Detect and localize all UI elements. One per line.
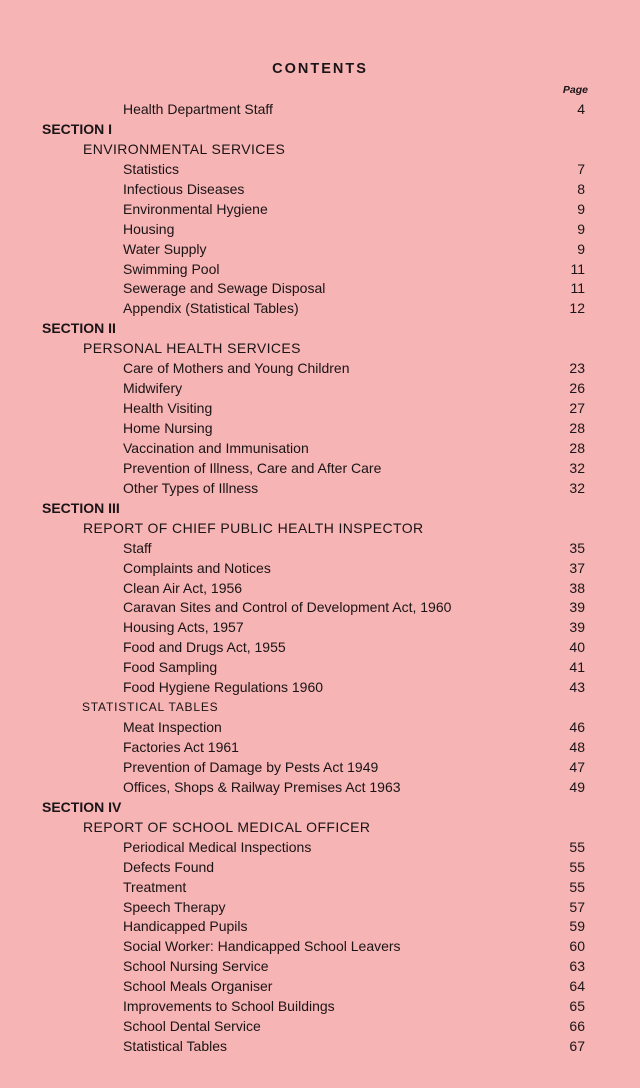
- entry-label: Prevention of Damage by Pests Act 1949: [123, 758, 379, 775]
- entry-page-number: 55: [569, 878, 585, 895]
- toc-entry: [0, 638, 640, 658]
- entry-page-number: 60: [569, 938, 585, 955]
- entry-page-number: 26: [569, 380, 585, 397]
- entry-page-number: 37: [569, 559, 585, 576]
- entry-label: Housing: [123, 220, 175, 237]
- entry-label: Handicapped Pupils: [123, 918, 248, 935]
- entry-label: STATISTICAL TABLES: [82, 700, 219, 715]
- toc-entry: [0, 479, 640, 499]
- entry-page-number: 57: [569, 898, 585, 915]
- entry-page-number: 49: [569, 778, 585, 795]
- entry-page-number: 11: [570, 280, 585, 297]
- entry-label: Statistical Tables: [123, 1038, 228, 1055]
- entry-label: Water Supply: [123, 240, 207, 257]
- entry-page-number: 55: [569, 858, 585, 875]
- entry-page-number: 39: [569, 619, 585, 636]
- entry-page-number: 63: [569, 958, 585, 975]
- toc-entry: [0, 1017, 640, 1037]
- entry-label: Treatment: [123, 878, 187, 895]
- entry-page-number: 38: [569, 579, 585, 596]
- entry-label: Prevention of Illness, Care and After Care: [123, 459, 382, 476]
- toc-entry: [0, 957, 640, 977]
- toc-entry: [0, 279, 640, 299]
- entry-label: Meat Inspection: [123, 719, 222, 736]
- entry-label: School Nursing Service: [123, 958, 269, 975]
- toc-entry: [0, 718, 640, 738]
- entry-label: School Dental Service: [123, 1018, 261, 1035]
- entry-label: Health Department Staff: [123, 101, 273, 117]
- entry-page-number: 39: [569, 599, 585, 616]
- entry-label: Clean Air Act, 1956: [123, 579, 243, 596]
- toc-entry: [0, 1037, 640, 1057]
- entry-page-number: 27: [569, 400, 585, 417]
- toc-entry: [0, 379, 640, 399]
- entry-label: Defects Found: [123, 858, 215, 875]
- entry-page-number: 55: [569, 838, 585, 855]
- entry-label: Factories Act 1961: [123, 739, 239, 755]
- toc-entry: [0, 618, 640, 638]
- page-title: CONTENTS: [272, 61, 368, 77]
- entry-label: ENVIRONMENTAL SERVICES: [83, 140, 286, 157]
- entry-page-number: 59: [569, 918, 585, 935]
- entry-page-number: 43: [569, 679, 585, 696]
- entry-page-number: 28: [569, 439, 585, 456]
- toc-entry: [0, 459, 640, 479]
- entry-page-number: 7: [577, 160, 585, 177]
- entry-label: Food Hygiene Regulations 1960: [123, 679, 324, 696]
- entry-page-number: 32: [569, 479, 585, 496]
- entry-label: Swimming Pool: [123, 260, 220, 277]
- entry-label: Midwifery: [123, 380, 183, 397]
- toc-entry: [0, 977, 640, 997]
- entry-page-number: 64: [569, 978, 585, 995]
- toc-entry: [0, 579, 640, 599]
- entry-label: SECTION II: [42, 320, 116, 337]
- page-column-header: Page: [562, 84, 588, 96]
- entry-page-number: 32: [569, 459, 585, 476]
- entry-label: SECTION IV: [42, 798, 122, 815]
- entry-label: Environmental Hygiene: [123, 200, 268, 217]
- entry-label: Statistics: [123, 160, 180, 177]
- group-heading: [0, 339, 640, 359]
- entry-page-number: 66: [569, 1018, 585, 1035]
- entry-label: Care of Mothers and Young Children: [123, 360, 350, 377]
- entry-label: Caravan Sites and Control of Development Act, 1960: [123, 599, 452, 616]
- entry-page-number: 9: [577, 220, 585, 237]
- toc-entry: [0, 439, 640, 459]
- toc-entry: [0, 937, 640, 957]
- entry-label: Improvements to School Buildings: [123, 998, 335, 1015]
- entry-label: Complaints and Notices: [123, 559, 271, 576]
- toc-entry: [0, 658, 640, 678]
- entry-label: Infectious Diseases: [123, 180, 245, 197]
- group-heading: [0, 140, 640, 160]
- entry-label: SECTION I: [42, 120, 113, 137]
- toc-entry: [0, 160, 640, 180]
- group-heading: [0, 818, 640, 838]
- toc-entry: [0, 838, 640, 858]
- table-of-contents: [0, 100, 640, 1057]
- toc-entry: [0, 917, 640, 937]
- entry-label: Periodical Medical Inspections: [123, 838, 312, 855]
- entry-label: REPORT OF CHIEF PUBLIC HEALTH INSPECTOR: [83, 519, 424, 536]
- entry-page-number: 23: [569, 360, 585, 377]
- toc-entry: [0, 180, 640, 200]
- entry-label: Other Types of Illness: [123, 479, 259, 496]
- entry-page-number: 4: [577, 101, 585, 117]
- group-heading: [0, 519, 640, 539]
- toc-entry: [0, 299, 640, 319]
- entry-page-number: 28: [569, 420, 585, 436]
- entry-label: Food and Drugs Act, 1955: [123, 639, 286, 656]
- entry-label: Home Nursing: [123, 420, 213, 436]
- section-heading: [0, 319, 640, 339]
- entry-page-number: 41: [569, 659, 585, 676]
- toc-entry: [0, 738, 640, 758]
- entry-label: Speech Therapy: [123, 898, 226, 915]
- toc-entry: [0, 598, 640, 618]
- toc-entry: [0, 898, 640, 918]
- entry-label: Vaccination and Immunisation: [123, 439, 309, 456]
- section-heading: [0, 499, 640, 519]
- toc-entry: [0, 539, 640, 559]
- entry-label: School Meals Organiser: [123, 978, 273, 995]
- entry-page-number: 40: [569, 639, 585, 656]
- toc-entry: [0, 359, 640, 379]
- entry-label: Social Worker: Handicapped School Leavers: [123, 938, 401, 955]
- entry-label: Sewerage and Sewage Disposal: [123, 280, 326, 297]
- toc-entry: [0, 100, 640, 120]
- toc-entry: [0, 260, 640, 280]
- entry-label: SECTION III: [42, 499, 120, 516]
- entry-label: Housing Acts, 1957: [123, 619, 244, 636]
- toc-entry: [0, 240, 640, 260]
- entry-label: REPORT OF SCHOOL MEDICAL OFFICER: [83, 818, 371, 835]
- entry-page-number: 48: [569, 739, 585, 755]
- entry-page-number: 47: [569, 758, 585, 775]
- toc-entry: [0, 878, 640, 898]
- toc-entry: [0, 778, 640, 798]
- toc-entry: [0, 858, 640, 878]
- entry-label: Staff: [123, 539, 152, 556]
- entry-page-number: 9: [577, 200, 585, 217]
- entry-page-number: 11: [570, 260, 585, 277]
- toc-entry: [0, 758, 640, 778]
- subgroup-heading: [0, 698, 640, 718]
- entry-page-number: 9: [577, 240, 585, 257]
- section-heading: [0, 120, 640, 140]
- section-heading: [0, 798, 640, 818]
- toc-entry: [0, 419, 640, 439]
- entry-page-number: 46: [569, 719, 585, 736]
- entry-page-number: 8: [577, 180, 585, 197]
- entry-label: PERSONAL HEALTH SERVICES: [83, 340, 301, 357]
- entry-page-number: 35: [569, 539, 585, 556]
- toc-entry: [0, 678, 640, 698]
- entry-label: Food Sampling: [123, 659, 218, 676]
- entry-page-number: 12: [569, 300, 585, 317]
- entry-label: Appendix (Statistical Tables): [123, 300, 299, 317]
- entry-page-number: 65: [569, 998, 585, 1015]
- entry-label: Health Visiting: [123, 400, 213, 417]
- toc-entry: [0, 997, 640, 1017]
- entry-label: Offices, Shops & Railway Premises Act 1963: [123, 778, 401, 795]
- toc-entry: [0, 220, 640, 240]
- entry-page-number: 67: [569, 1038, 585, 1055]
- toc-entry: [0, 200, 640, 220]
- toc-entry: [0, 559, 640, 579]
- toc-entry: [0, 399, 640, 419]
